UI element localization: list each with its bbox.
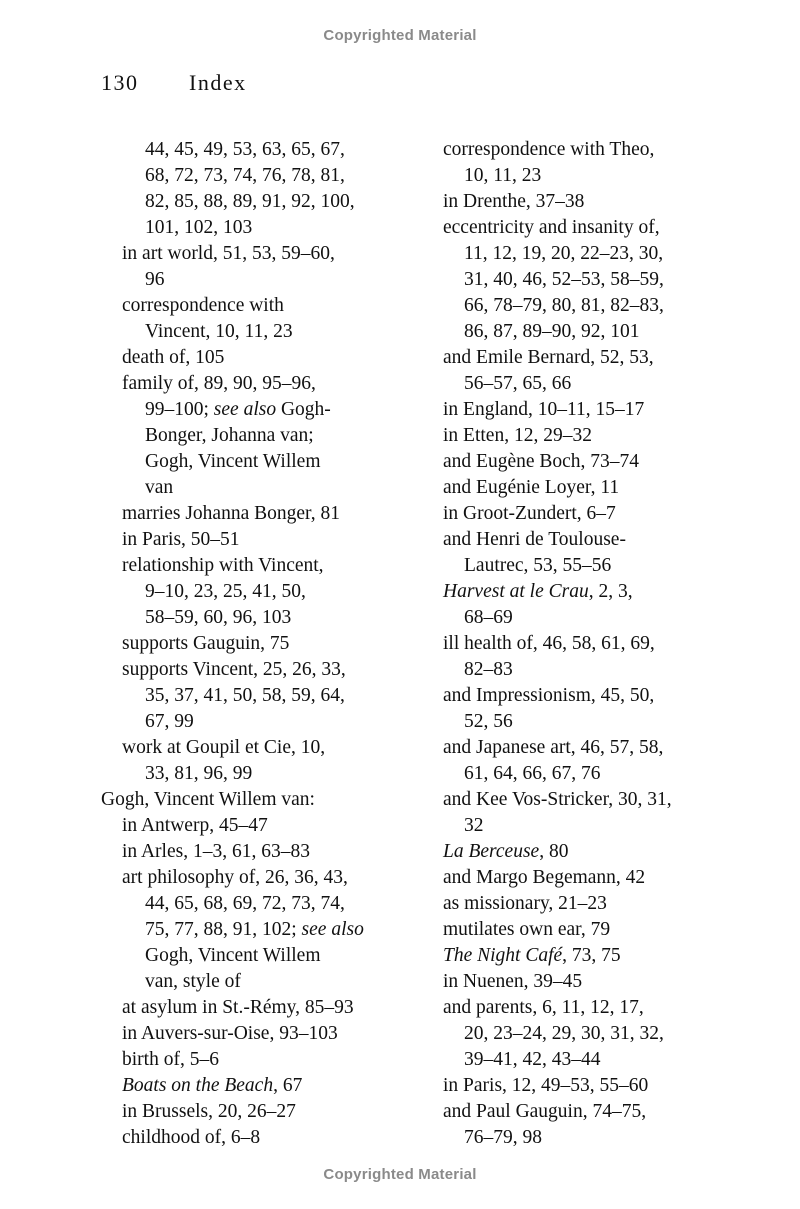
index-text: 67, 99 (145, 711, 194, 732)
index-subentry (101, 865, 421, 891)
index-text: Gogh, Vincent Willem van: (101, 789, 315, 810)
index-text: van (145, 477, 174, 498)
page-number: 130 (101, 70, 139, 95)
watermark-bottom: Copyrighted Material (323, 1166, 477, 1183)
index-subentry (443, 1125, 783, 1151)
index-entry (443, 631, 783, 657)
index-text: 82, 85, 88, 89, 91, 92, 100, (145, 191, 355, 212)
index-entry (443, 475, 783, 501)
index-entry (443, 839, 783, 865)
index-italic-text: The Night Café (443, 945, 563, 966)
index-text: 75, 77, 88, 91, 102; (145, 919, 302, 940)
index-entry (443, 449, 783, 475)
index-text: Gogh- (276, 399, 331, 420)
index-text: in Groot-Zundert, 6–7 (443, 503, 616, 524)
index-text: 66, 78–79, 80, 81, 82–83, (464, 295, 664, 316)
index-subentry (101, 631, 421, 657)
index-subentry (443, 319, 783, 345)
index-subentry (443, 1047, 783, 1073)
index-entry (101, 787, 421, 813)
index-continuation (101, 137, 421, 163)
index-continuation (101, 215, 421, 241)
index-entry (443, 579, 783, 605)
index-continuation (101, 761, 421, 787)
index-text: 33, 81, 96, 99 (145, 763, 253, 784)
index-text: and parents, 6, 11, 12, 17, (443, 997, 644, 1018)
index-text: Vincent, 10, 11, 23 (145, 321, 293, 342)
index-continuation (101, 605, 421, 631)
index-text: work at Goupil et Cie, 10, (122, 737, 326, 758)
index-subentry (443, 1021, 783, 1047)
index-entry (443, 969, 783, 995)
index-text: in Paris, 50–51 (122, 529, 240, 550)
index-subentry (101, 1125, 421, 1151)
index-continuation (101, 267, 421, 293)
index-italic-text: Harvest at le Crau (443, 581, 589, 602)
index-entry (443, 137, 783, 163)
index-subentry (101, 1099, 421, 1125)
index-text: as missionary, 21–23 (443, 893, 607, 914)
index-text: 76–79, 98 (464, 1127, 542, 1148)
index-text: 39–41, 42, 43–44 (464, 1049, 601, 1070)
index-text: in Brussels, 20, 26–27 (122, 1101, 296, 1122)
index-continuation (101, 891, 421, 917)
index-entry (443, 683, 783, 709)
index-text: family of, 89, 90, 95–96, (122, 373, 316, 394)
index-text: , 80 (539, 841, 569, 862)
index-subentry (101, 1047, 421, 1073)
index-text: in Auvers-sur-Oise, 93–103 (122, 1023, 338, 1044)
index-entry (443, 735, 783, 761)
index-text: and Margo Begemann, 42 (443, 867, 646, 888)
index-continuation (101, 397, 421, 423)
index-text: 56–57, 65, 66 (464, 373, 572, 394)
index-text: in Nuenen, 39–45 (443, 971, 583, 992)
index-text: 11, 12, 19, 20, 22–23, 30, (464, 243, 664, 264)
index-text: 82–83 (464, 659, 513, 680)
index-entry (443, 995, 783, 1021)
index-text: and Impressionism, 45, 50, (443, 685, 655, 706)
index-text: , 2, 3, (588, 581, 633, 602)
index-text: ill health of, 46, 58, 61, 69, (443, 633, 655, 654)
index-text: 68–69 (464, 607, 513, 628)
index-subentry (443, 605, 783, 631)
index-text: Bonger, Johanna van; (145, 425, 314, 446)
index-subentry (443, 241, 783, 267)
index-italic-text: La Berceuse (443, 841, 540, 862)
index-subentry (443, 709, 783, 735)
index-text: and Emile Bernard, 52, 53, (443, 347, 654, 368)
index-text: in Arles, 1–3, 61, 63–83 (122, 841, 310, 862)
index-text: 44, 45, 49, 53, 63, 65, 67, (145, 139, 345, 160)
index-text: correspondence with Theo, (443, 139, 655, 160)
index-continuation (101, 579, 421, 605)
index-text: Gogh, Vincent Willem (145, 451, 321, 472)
index-continuation (101, 423, 421, 449)
index-entry (443, 397, 783, 423)
index-subentry (443, 761, 783, 787)
index-subentry (101, 553, 421, 579)
index-text: Gogh, Vincent Willem (145, 945, 321, 966)
index-text: in England, 10–11, 15–17 (443, 399, 645, 420)
index-subentry (101, 1073, 421, 1099)
index-subentry (443, 813, 783, 839)
index-continuation (101, 943, 421, 969)
index-continuation (101, 449, 421, 475)
index-text: 35, 37, 41, 50, 58, 59, 64, (145, 685, 345, 706)
index-text: in Etten, 12, 29–32 (443, 425, 592, 446)
index-entry (443, 345, 783, 371)
index-entry (443, 215, 783, 241)
watermark-top: Copyrighted Material (323, 27, 477, 44)
index-text: 68, 72, 73, 74, 76, 78, 81, (145, 165, 345, 186)
index-text: in art world, 51, 53, 59–60, (122, 243, 335, 264)
index-entry (443, 891, 783, 917)
index-subentry (101, 501, 421, 527)
index-text: in Antwerp, 45–47 (122, 815, 268, 836)
index-entry (443, 917, 783, 943)
index-subentry (101, 735, 421, 761)
index-continuation (101, 709, 421, 735)
index-continuation (101, 319, 421, 345)
index-entry (443, 865, 783, 891)
index-text: childhood of, 6–8 (122, 1127, 261, 1148)
index-text: Lautrec, 53, 55–56 (464, 555, 612, 576)
index-continuation (101, 475, 421, 501)
index-continuation (101, 683, 421, 709)
index-subentry (443, 371, 783, 397)
index-text: 86, 87, 89–90, 92, 101 (464, 321, 640, 342)
index-subentry (101, 345, 421, 371)
index-text: 31, 40, 46, 52–53, 58–59, (464, 269, 664, 290)
index-text: 9–10, 23, 25, 41, 50, (145, 581, 306, 602)
index-continuation (101, 969, 421, 995)
index-entry (443, 527, 783, 553)
index-subentry (101, 1021, 421, 1047)
index-text: and Henri de Toulouse- (443, 529, 626, 550)
index-subentry (443, 553, 783, 579)
index-entry (443, 1099, 783, 1125)
index-subentry (101, 813, 421, 839)
index-italic-text: see also (301, 919, 364, 940)
index-subentry (101, 657, 421, 683)
index-subentry (443, 163, 783, 189)
running-head-title: Index (189, 70, 247, 95)
index-entry (443, 423, 783, 449)
running-head (101, 70, 247, 96)
index-text: birth of, 5–6 (122, 1049, 219, 1070)
index-subentry (101, 293, 421, 319)
index-text: relationship with Vincent, (122, 555, 324, 576)
index-text: , 67 (273, 1075, 303, 1096)
index-column-left (101, 137, 421, 1151)
index-text: correspondence with (122, 295, 284, 316)
index-text: van, style of (145, 971, 241, 992)
index-text: eccentricity and insanity of, (443, 217, 660, 238)
index-subentry (101, 995, 421, 1021)
index-text: and Japanese art, 46, 57, 58, (443, 737, 664, 758)
index-text: art philosophy of, 26, 36, 43, (122, 867, 348, 888)
index-subentry (101, 839, 421, 865)
index-subentry (101, 241, 421, 267)
index-italic-text: Boats on the Beach (122, 1075, 274, 1096)
index-text: marries Johanna Bonger, 81 (122, 503, 340, 524)
index-subentry (443, 267, 783, 293)
index-text: at asylum in St.-Rémy, 85–93 (122, 997, 354, 1018)
index-text: and Paul Gauguin, 74–75, (443, 1101, 647, 1122)
index-entry (443, 943, 783, 969)
index-continuation (101, 917, 421, 943)
index-text: , 73, 75 (562, 945, 621, 966)
index-continuation (101, 163, 421, 189)
index-text: in Paris, 12, 49–53, 55–60 (443, 1075, 649, 1096)
index-text: 44, 65, 68, 69, 72, 73, 74, (145, 893, 345, 914)
index-text: and Eugène Boch, 73–74 (443, 451, 640, 472)
index-text: 10, 11, 23 (464, 165, 542, 186)
index-subentry (443, 293, 783, 319)
index-text: 52, 56 (464, 711, 513, 732)
index-text: and Kee Vos-Stricker, 30, 31, (443, 789, 672, 810)
index-text: death of, 105 (122, 347, 225, 368)
index-entry (443, 1073, 783, 1099)
index-text: 58–59, 60, 96, 103 (145, 607, 292, 628)
index-entry (443, 501, 783, 527)
index-column-right (443, 137, 783, 1151)
index-text: supports Gauguin, 75 (122, 633, 290, 654)
index-text: supports Vincent, 25, 26, 33, (122, 659, 346, 680)
index-text: 99–100; (145, 399, 214, 420)
index-text: 32 (464, 815, 484, 836)
index-text: 61, 64, 66, 67, 76 (464, 763, 601, 784)
index-subentry (101, 371, 421, 397)
index-italic-text: see also (213, 399, 277, 420)
index-text: in Drenthe, 37–38 (443, 191, 585, 212)
index-text: mutilates own ear, 79 (443, 919, 611, 940)
index-text: 20, 23–24, 29, 30, 31, 32, (464, 1023, 664, 1044)
index-entry (443, 787, 783, 813)
index-subentry (101, 527, 421, 553)
index-subentry (443, 657, 783, 683)
index-text: 96 (145, 269, 165, 290)
index-text: and Eugénie Loyer, 11 (443, 477, 620, 498)
index-continuation (101, 189, 421, 215)
index-text: 101, 102, 103 (145, 217, 253, 238)
index-entry (443, 189, 783, 215)
